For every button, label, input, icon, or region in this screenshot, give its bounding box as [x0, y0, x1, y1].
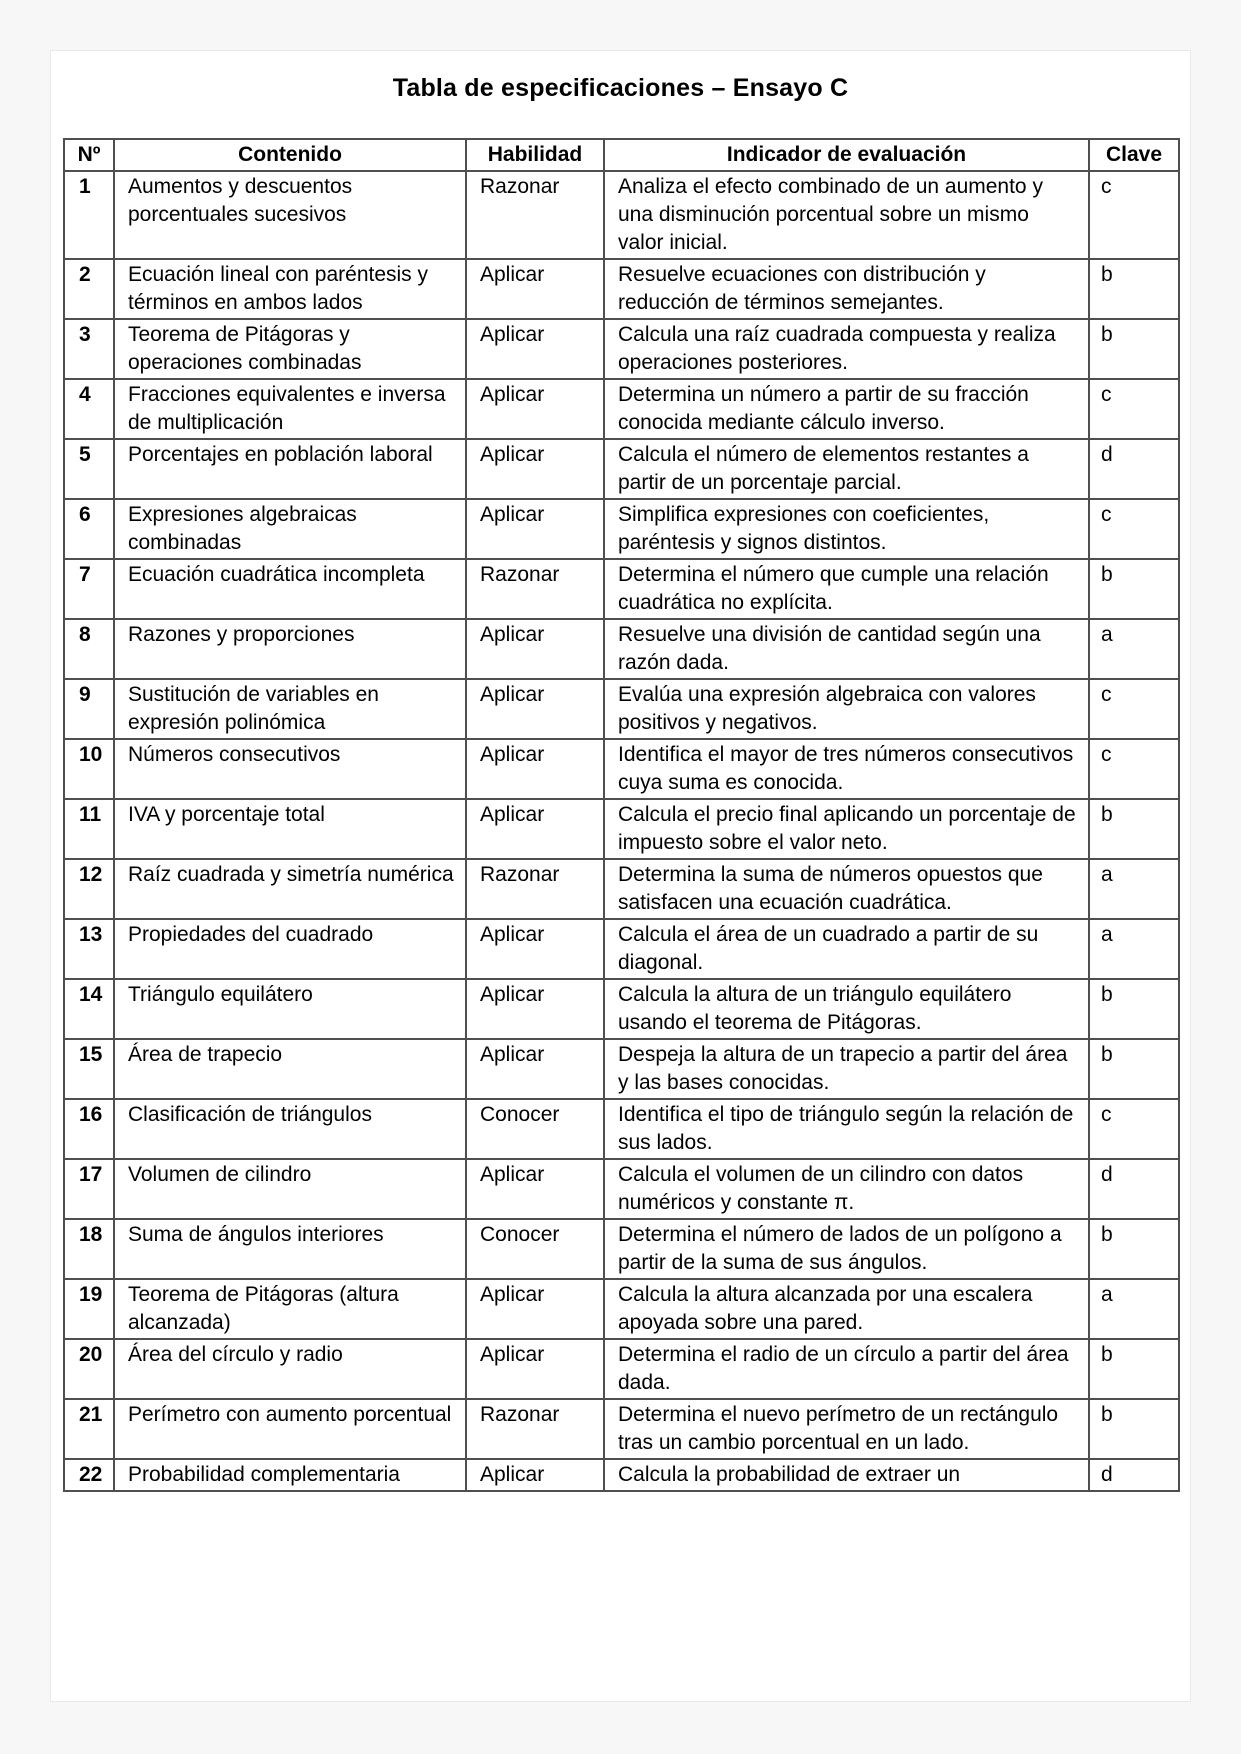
cell-contenido: Clasificación de triángulos: [114, 1099, 466, 1159]
cell-indicador: Calcula el volumen de un cilindro con datos numéricos y constante π.: [604, 1159, 1089, 1219]
cell-indicador: Calcula una raíz cuadrada compuesta y realiza operaciones posteriores.: [604, 319, 1089, 379]
table-row: [64, 559, 1179, 619]
table-row: [64, 619, 1179, 679]
cell-indicador: Calcula la probabilidad de extraer un: [604, 1459, 1089, 1491]
cell-contenido: Aumentos y descuentos porcentuales sucesivos: [114, 171, 466, 259]
cell-clave: d: [1089, 439, 1179, 499]
cell-clave: c: [1089, 171, 1179, 259]
cell-indicador: Despeja la altura de un trapecio a partir del área y las bases conocidas.: [604, 1039, 1089, 1099]
table-row: [64, 1099, 1179, 1159]
cell-habilidad: Aplicar: [466, 919, 604, 979]
cell-habilidad: Aplicar: [466, 319, 604, 379]
cell-contenido: Fracciones equivalentes e inversa de multiplicación: [114, 379, 466, 439]
cell-indicador: Calcula la altura alcanzada por una escalera apoyada sobre una pared.: [604, 1279, 1089, 1339]
table-row: [64, 1159, 1179, 1219]
cell-numero: 12: [64, 859, 114, 919]
table-row: [64, 379, 1179, 439]
cell-indicador: Determina un número a partir de su fracción conocida mediante cálculo inverso.: [604, 379, 1089, 439]
cell-numero: 15: [64, 1039, 114, 1099]
cell-clave: d: [1089, 1159, 1179, 1219]
cell-numero: 7: [64, 559, 114, 619]
cell-numero: 14: [64, 979, 114, 1039]
cell-indicador: Identifica el tipo de triángulo según la relación de sus lados.: [604, 1099, 1089, 1159]
cell-numero: 10: [64, 739, 114, 799]
cell-indicador: Resuelve una división de cantidad según una razón dada.: [604, 619, 1089, 679]
cell-contenido: Teorema de Pitágoras (altura alcanzada): [114, 1279, 466, 1339]
cell-clave: b: [1089, 1399, 1179, 1459]
cell-clave: b: [1089, 1039, 1179, 1099]
column-header-habilidad: Habilidad: [466, 139, 604, 171]
cell-numero: 17: [64, 1159, 114, 1219]
cell-contenido: Números consecutivos: [114, 739, 466, 799]
cell-clave: d: [1089, 1459, 1179, 1491]
cell-contenido: Expresiones algebraicas combinadas: [114, 499, 466, 559]
table-row: [64, 171, 1179, 259]
cell-contenido: Ecuación cuadrática incompleta: [114, 559, 466, 619]
cell-habilidad: Aplicar: [466, 799, 604, 859]
cell-contenido: Teorema de Pitágoras y operaciones combinadas: [114, 319, 466, 379]
cell-indicador: Determina el número de lados de un polígono a partir de la suma de sus ángulos.: [604, 1219, 1089, 1279]
cell-numero: 8: [64, 619, 114, 679]
cell-numero: 11: [64, 799, 114, 859]
cell-clave: a: [1089, 919, 1179, 979]
cell-indicador: Identifica el mayor de tres números consecutivos cuya suma es conocida.: [604, 739, 1089, 799]
cell-habilidad: Aplicar: [466, 619, 604, 679]
table-row: [64, 919, 1179, 979]
cell-habilidad: Aplicar: [466, 1279, 604, 1339]
cell-numero: 16: [64, 1099, 114, 1159]
cell-numero: 9: [64, 679, 114, 739]
cell-habilidad: Razonar: [466, 1399, 604, 1459]
table-row: [64, 739, 1179, 799]
cell-clave: a: [1089, 1279, 1179, 1339]
cell-habilidad: Aplicar: [466, 739, 604, 799]
cell-contenido: Perímetro con aumento porcentual: [114, 1399, 466, 1459]
cell-clave: c: [1089, 679, 1179, 739]
cell-habilidad: Aplicar: [466, 1459, 604, 1491]
cell-contenido: Razones y proporciones: [114, 619, 466, 679]
cell-contenido: Suma de ángulos interiores: [114, 1219, 466, 1279]
cell-numero: 1: [64, 171, 114, 259]
cell-contenido: Triángulo equilátero: [114, 979, 466, 1039]
cell-habilidad: Aplicar: [466, 1339, 604, 1399]
cell-clave: b: [1089, 319, 1179, 379]
table-row: [64, 1039, 1179, 1099]
cell-habilidad: Aplicar: [466, 439, 604, 499]
cell-contenido: Porcentajes en población laboral: [114, 439, 466, 499]
cell-indicador: Determina el nuevo perímetro de un rectángulo tras un cambio porcentual en un lado.: [604, 1399, 1089, 1459]
document-page: [50, 50, 1191, 1702]
table-row: [64, 1339, 1179, 1399]
page-title: Tabla de especificaciones – Ensayo C: [392, 74, 849, 102]
cell-numero: 6: [64, 499, 114, 559]
cell-numero: 13: [64, 919, 114, 979]
cell-habilidad: Conocer: [466, 1219, 604, 1279]
cell-numero: 20: [64, 1339, 114, 1399]
cell-habilidad: Aplicar: [466, 1039, 604, 1099]
cell-numero: 5: [64, 439, 114, 499]
cell-habilidad: Razonar: [466, 859, 604, 919]
cell-clave: b: [1089, 1219, 1179, 1279]
table-row: [64, 1219, 1179, 1279]
cell-indicador: Determina el número que cumple una relación cuadrática no explícita.: [604, 559, 1089, 619]
cell-numero: 19: [64, 1279, 114, 1339]
cell-clave: b: [1089, 979, 1179, 1039]
cell-habilidad: Aplicar: [466, 499, 604, 559]
cell-numero: 3: [64, 319, 114, 379]
table-row: [64, 859, 1179, 919]
cell-clave: a: [1089, 859, 1179, 919]
table-row: [64, 1399, 1179, 1459]
cell-indicador: Calcula el área de un cuadrado a partir de su diagonal.: [604, 919, 1089, 979]
cell-indicador: Resuelve ecuaciones con distribución y reducción de términos semejantes.: [604, 259, 1089, 319]
cell-habilidad: Aplicar: [466, 379, 604, 439]
table-row: [64, 499, 1179, 559]
table-row: [64, 319, 1179, 379]
cell-contenido: Área del círculo y radio: [114, 1339, 466, 1399]
cell-clave: c: [1089, 739, 1179, 799]
table-header-row: [64, 139, 1179, 171]
cell-clave: a: [1089, 619, 1179, 679]
cell-clave: b: [1089, 259, 1179, 319]
cell-indicador: Simplifica expresiones con coeficientes, paréntesis y signos distintos.: [604, 499, 1089, 559]
table-body: [64, 171, 1179, 1491]
cell-clave: b: [1089, 1339, 1179, 1399]
cell-indicador: Calcula el número de elementos restantes a partir de un porcentaje parcial.: [604, 439, 1089, 499]
column-header-numero: Nº: [64, 139, 114, 171]
cell-contenido: Probabilidad complementaria: [114, 1459, 466, 1491]
cell-clave: c: [1089, 1099, 1179, 1159]
cell-numero: 2: [64, 259, 114, 319]
column-header-clave: Clave: [1089, 139, 1179, 171]
specifications-table: [63, 138, 1180, 1492]
cell-habilidad: Aplicar: [466, 679, 604, 739]
cell-indicador: Calcula el precio final aplicando un porcentaje de impuesto sobre el valor neto.: [604, 799, 1089, 859]
column-header-indicador: Indicador de evaluación: [604, 139, 1089, 171]
cell-indicador: Determina el radio de un círculo a partir del área dada.: [604, 1339, 1089, 1399]
cell-indicador: Analiza el efecto combinado de un aumento y una disminución porcentual sobre un mismo valor inicial.: [604, 171, 1089, 259]
cell-clave: c: [1089, 379, 1179, 439]
cell-habilidad: Aplicar: [466, 979, 604, 1039]
cell-contenido: Raíz cuadrada y simetría numérica: [114, 859, 466, 919]
cell-habilidad: Aplicar: [466, 259, 604, 319]
cell-indicador: Determina la suma de números opuestos que satisfacen una ecuación cuadrática.: [604, 859, 1089, 919]
table-row: [64, 439, 1179, 499]
cell-clave: c: [1089, 499, 1179, 559]
cell-indicador: Evalúa una expresión algebraica con valores positivos y negativos.: [604, 679, 1089, 739]
cell-clave: b: [1089, 559, 1179, 619]
cell-indicador: Calcula la altura de un triángulo equilátero usando el teorema de Pitágoras.: [604, 979, 1089, 1039]
table-row: [64, 799, 1179, 859]
column-header-contenido: Contenido: [114, 139, 466, 171]
cell-contenido: Propiedades del cuadrado: [114, 919, 466, 979]
cell-numero: 22: [64, 1459, 114, 1491]
cell-contenido: Volumen de cilindro: [114, 1159, 466, 1219]
cell-contenido: Ecuación lineal con paréntesis y términos en ambos lados: [114, 259, 466, 319]
cell-clave: b: [1089, 799, 1179, 859]
cell-habilidad: Conocer: [466, 1099, 604, 1159]
table-row: [64, 259, 1179, 319]
cell-habilidad: Aplicar: [466, 1159, 604, 1219]
table-row: [64, 679, 1179, 739]
cell-contenido: Sustitución de variables en expresión polinómica: [114, 679, 466, 739]
table-row: [64, 1459, 1179, 1491]
table-row: [64, 979, 1179, 1039]
cell-habilidad: Razonar: [466, 171, 604, 259]
cell-numero: 4: [64, 379, 114, 439]
table-row: [64, 1279, 1179, 1339]
cell-contenido: Área de trapecio: [114, 1039, 466, 1099]
cell-numero: 21: [64, 1399, 114, 1459]
cell-numero: 18: [64, 1219, 114, 1279]
cell-contenido: IVA y porcentaje total: [114, 799, 466, 859]
cell-habilidad: Razonar: [466, 559, 604, 619]
